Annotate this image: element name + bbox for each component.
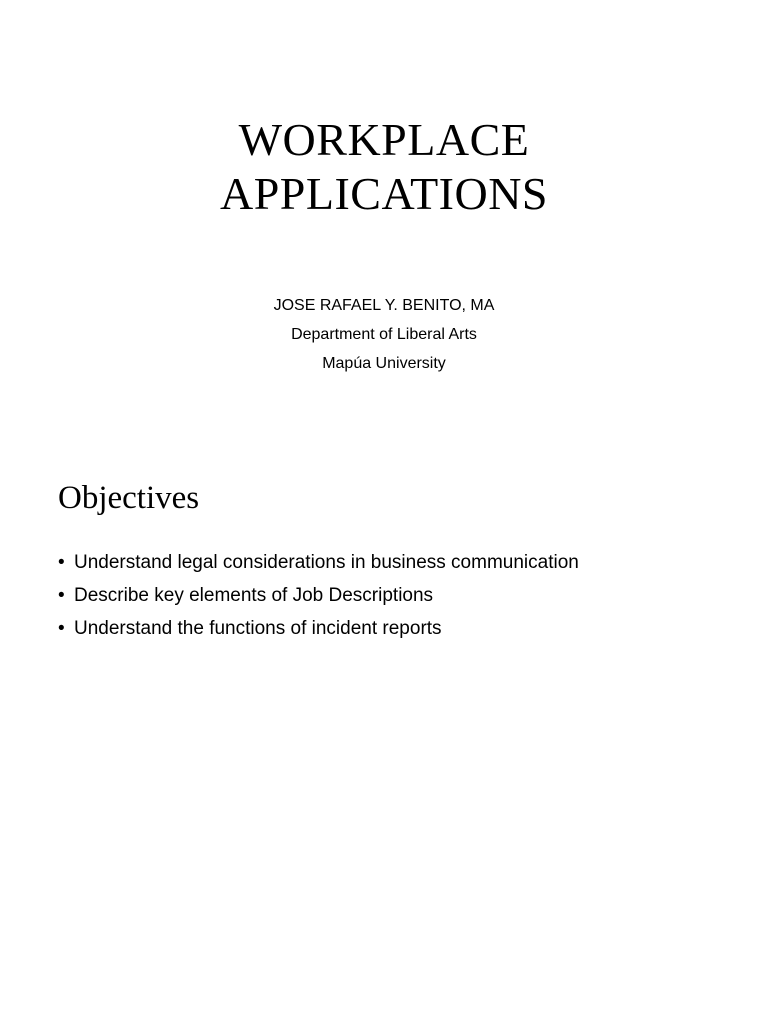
title-slide <box>0 0 768 440</box>
author-name: JOSE RAFAEL Y. BENITO, MA <box>273 297 495 314</box>
objective-item-3 <box>58 612 579 645</box>
objective-item-1 <box>58 546 579 579</box>
objectives-heading: Objectives <box>58 480 200 516</box>
objective-text: Describe key elements of Job Descriptions <box>74 585 434 606</box>
objective-text: Understand the functions of incident reports <box>74 618 442 639</box>
objectives-slide <box>0 440 768 1024</box>
bullet-icon: • <box>58 618 65 639</box>
objective-text: Understand legal considerations in business communication <box>74 552 579 573</box>
title-line-1: WORKPLACE <box>238 114 530 165</box>
objectives-list <box>58 546 579 645</box>
objective-item-2 <box>58 579 579 612</box>
institution-name: Mapúa University <box>322 355 446 372</box>
presenter-info <box>0 291 768 378</box>
department-name: Department of Liberal Arts <box>291 326 477 343</box>
presentation-title <box>0 113 768 221</box>
title-line-2: APPLICATIONS <box>219 168 549 219</box>
bullet-icon: • <box>58 585 65 606</box>
bullet-icon: • <box>58 552 65 573</box>
